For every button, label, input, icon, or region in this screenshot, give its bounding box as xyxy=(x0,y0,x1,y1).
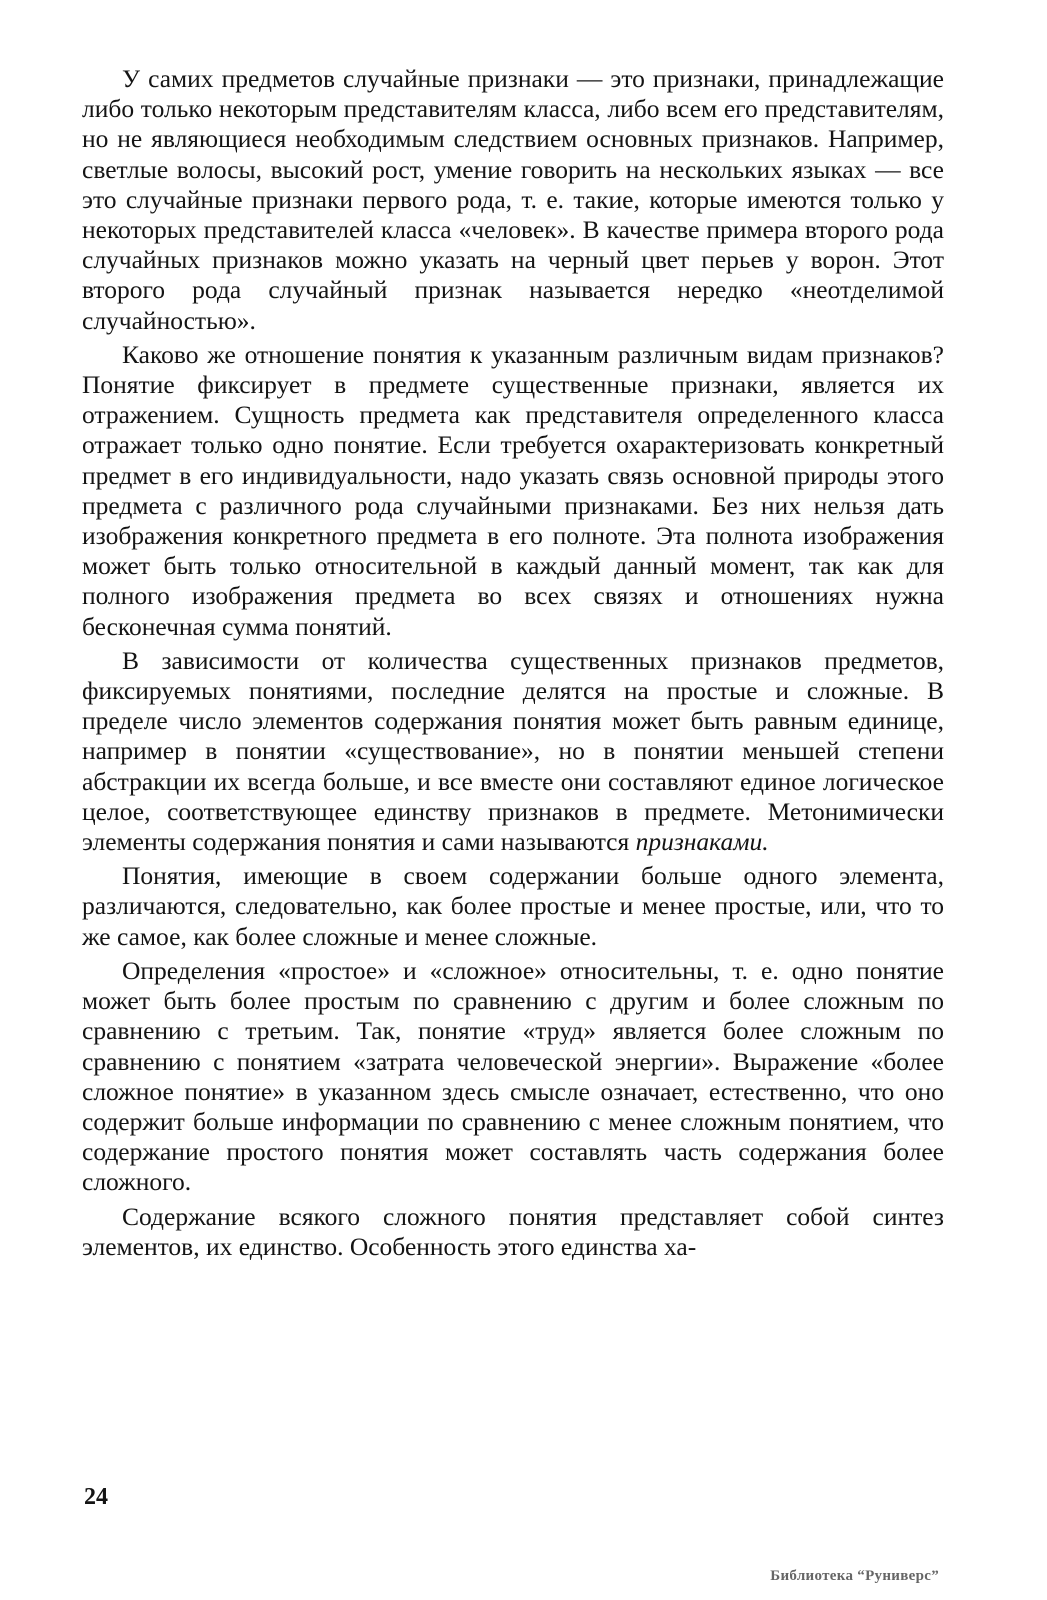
paragraph-4 xyxy=(82,861,944,952)
library-watermark: Библиотека “Руниверс” xyxy=(770,1568,939,1584)
page-body xyxy=(82,64,944,1262)
paragraph-5 xyxy=(82,956,944,1198)
paragraph-6-text: Содержание всякого сложного понятия представляет собой синтез элементов, их единство. Особенность этого единства ха- xyxy=(82,1201,944,1261)
paragraph-3 xyxy=(82,646,944,857)
paragraph-4-text: Понятия, имеющие в своем содержании больше одного элемента, различаются, следовательно, как более простые и менее простые, или, что то же самое, как более сложные и менее сложные. xyxy=(82,861,944,951)
paragraph-3-text: В зависимости от количества существенных признаков предметов, фиксируемых понятиями, последние делятся на простые и сложные. В пределе число элементов содержания понятия может быть равным единице, например в понятии «существование», но в понятии меньшей степени абстракции их всегда больше, и все вместе они составляют единое логическое целое, соответствующее единству признаков в предмете. Метонимически элементы содержания понятия и сами называются xyxy=(82,645,944,857)
paragraph-2-text: Каково же отношение понятия к указанным различным видам признаков? Понятие фиксирует в предмете существенные признаки, является их отражением. Сущность предмета как представителя определенного класса отражает только одно понятие. Если требуется охарактеризовать конкретный предмет в его индивидуальности, надо указать связь основной природы этого предмета с различного рода случайными признаками. Без них нельзя дать изображения конкретного предмета в его полноте. Эта полнота изображения может быть только относительной в каждый данный момент, так как для полного изображения предмета во всех связях и отношениях нужна бесконечная сумма понятий. xyxy=(82,339,944,641)
page-number: 24 xyxy=(84,1484,108,1510)
paragraph-5-text: Определения «простое» и «сложное» относительны, т. е. одно понятие может быть более простым по сравнению с другим и более сложным по сравнению с третьим. Так, понятие «труд» является более сложным по сравнению с понятием «затрата человеческой энергии». Выражение «более сложное понятие» в указанном здесь смысле означает, естественно, что оно содержит больше информации по сравнению с менее сложным понятием, что содержание простого понятия может составлять часть содержания более сложного. xyxy=(82,955,944,1197)
paragraph-2 xyxy=(82,340,944,642)
paragraph-3-emphasis: признаками. xyxy=(635,827,769,857)
paragraph-6 xyxy=(82,1202,944,1262)
paragraph-1-text: У самих предметов случайные признаки — это признаки, принадлежащие либо только некоторым представителям класса, либо всем его представителям, но не являющиеся необходимым следствием основных признаков. Например, светлые волосы, высокий рост, умение говорить на нескольких языках — все это случайные признаки первого рода, т. е. такие, которые имеются только у некоторых представителей класса «человек». В качестве примера второго рода случайных признаков можно указать на черный цвет перьев у ворон. Этот второго рода случайный признак называется нередко «неотделимой случайностью». xyxy=(82,64,944,335)
paragraph-1 xyxy=(82,64,944,336)
